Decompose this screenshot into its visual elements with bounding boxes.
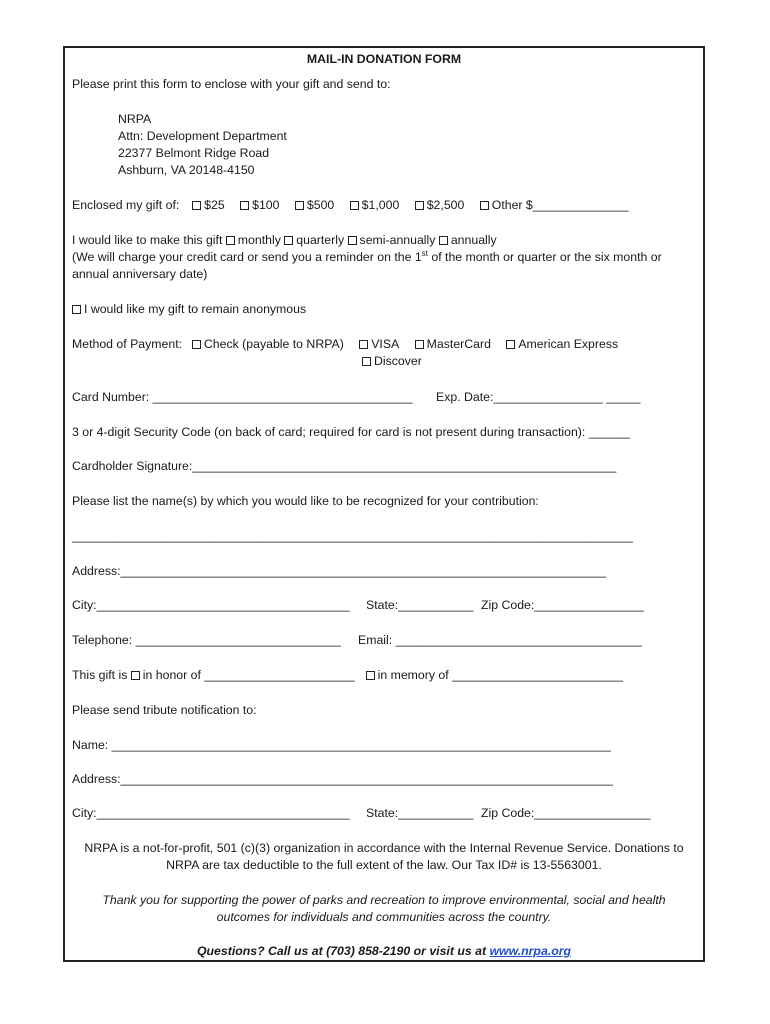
- payment-discover-label: Discover: [374, 354, 422, 368]
- anonymous-row: [72, 302, 306, 317]
- memory-field[interactable]: in memory of _________________________: [377, 668, 624, 682]
- signature-field[interactable]: Cardholder Signature:______________________________________________________________: [72, 459, 617, 473]
- frequency-quarterly-checkbox[interactable]: [284, 236, 293, 245]
- gift-100-checkbox[interactable]: [240, 201, 249, 210]
- thanks-line2: outcomes for individuals and communities across the country.: [216, 910, 552, 924]
- tribute-address-field[interactable]: Address:________________________________________________________________________: [72, 772, 613, 786]
- tribute-row: [72, 668, 623, 683]
- address-street: 22377 Belmont Ridge Road: [118, 146, 270, 160]
- address-field[interactable]: Address:_______________________________________________________________________: [72, 564, 607, 578]
- frequency-quarterly-label: quarterly: [296, 233, 345, 247]
- tribute-prefix: This gift is: [72, 668, 128, 682]
- frequency-label: I would like to make this gift: [72, 233, 223, 247]
- address-org: NRPA: [118, 112, 152, 126]
- gift-other-checkbox[interactable]: [480, 201, 489, 210]
- payment-label: Method of Payment:: [72, 337, 183, 351]
- thanks-line1: Thank you for supporting the power of parks and recreation to improve environmental, social and health: [102, 893, 666, 907]
- frequency-annual-checkbox[interactable]: [439, 236, 448, 245]
- tribute-zip-field[interactable]: Zip Code:_________________: [481, 806, 651, 820]
- tribute-name-field[interactable]: Name: _________________________________________________________________________: [72, 738, 611, 752]
- gift-100-label: $100: [252, 198, 280, 212]
- frequency-annual-label: annually: [450, 233, 497, 247]
- gift-1000-label: $1,000: [361, 198, 400, 212]
- exp-date-field[interactable]: Exp. Date:________________ _____: [436, 390, 641, 404]
- card-number-field[interactable]: Card Number: ______________________________________: [72, 390, 413, 404]
- tribute-city-field[interactable]: City:_____________________________________: [72, 806, 350, 820]
- frequency-note: (We will charge your credit card or send you a reminder on the 1st of the month or quarter or the six month or: [72, 248, 662, 264]
- form-title: MAIL-IN DONATION FORM: [306, 52, 462, 66]
- frequency-semiannual-label: semi-annually: [359, 233, 436, 247]
- payment-discover-row: [362, 354, 422, 369]
- state-field[interactable]: State:___________: [366, 598, 474, 612]
- nonprofit-line2: NRPA are tax deductible to the full extent of the law. Our Tax ID# is 13-5563001.: [166, 858, 602, 872]
- website-link[interactable]: www.nrpa.org: [489, 944, 572, 958]
- address-city: Ashburn, VA 20148-4150: [118, 163, 255, 177]
- recognize-prompt: Please list the name(s) by which you would like to be recognized for your contribution:: [72, 494, 539, 508]
- gift-other-field[interactable]: Other $______________: [491, 198, 629, 212]
- payment-visa-label: VISA: [371, 337, 400, 351]
- payment-check-checkbox[interactable]: [192, 340, 201, 349]
- frequency-note-line2: annual anniversary date): [72, 267, 208, 281]
- security-code-field[interactable]: 3 or 4-digit Security Code (on back of card; required for card is not present during transaction): ______: [72, 425, 630, 439]
- payment-visa-checkbox[interactable]: [359, 340, 368, 349]
- payment-amex-label: American Express: [518, 337, 619, 351]
- gift-2500-label: $2,500: [426, 198, 465, 212]
- frequency-monthly-checkbox[interactable]: [226, 236, 235, 245]
- tribute-state-field[interactable]: State:___________: [366, 806, 474, 820]
- address-attn: Attn: Development Department: [118, 129, 287, 143]
- payment-amex-checkbox[interactable]: [506, 340, 515, 349]
- questions-line: [63, 944, 705, 959]
- gift-500-label: $500: [306, 198, 335, 212]
- anonymous-checkbox[interactable]: [72, 305, 81, 314]
- gift-25-label: $25: [204, 198, 225, 212]
- telephone-field[interactable]: Telephone: ______________________________: [72, 633, 341, 647]
- zip-field[interactable]: Zip Code:________________: [481, 598, 644, 612]
- gift-2500-checkbox[interactable]: [415, 201, 424, 210]
- frequency-row: [72, 233, 497, 248]
- gift-1000-checkbox[interactable]: [350, 201, 359, 210]
- recognize-name-field[interactable]: __________________________________________________________________________________: [72, 529, 633, 543]
- intro-text: Please print this form to enclose with your gift and send to:: [72, 77, 391, 91]
- email-field[interactable]: Email: ____________________________________: [358, 633, 642, 647]
- honor-checkbox[interactable]: [131, 671, 140, 680]
- frequency-monthly-label: monthly: [237, 233, 281, 247]
- gift-row: [72, 198, 629, 213]
- frequency-semiannual-checkbox[interactable]: [348, 236, 357, 245]
- honor-field[interactable]: in honor of ______________________: [142, 668, 355, 682]
- gift-label: Enclosed my gift of:: [72, 198, 180, 212]
- payment-mastercard-checkbox[interactable]: [415, 340, 424, 349]
- tribute-prompt: Please send tribute notification to:: [72, 703, 257, 717]
- payment-discover-checkbox[interactable]: [362, 357, 371, 366]
- questions-text: Questions? Call us at (703) 858-2190 or visit us at: [196, 944, 490, 958]
- payment-mastercard-label: MasterCard: [426, 337, 491, 351]
- city-field[interactable]: City:_____________________________________: [72, 598, 350, 612]
- anonymous-label: I would like my gift to remain anonymous: [84, 302, 307, 316]
- nonprofit-line1: NRPA is a not-for-profit, 501 (c)(3) organization in accordance with the Internal Revenue Service. Donations to: [84, 841, 684, 855]
- gift-25-checkbox[interactable]: [192, 201, 201, 210]
- payment-check-label: Check (payable to NRPA): [203, 337, 344, 351]
- gift-500-checkbox[interactable]: [295, 201, 304, 210]
- memory-checkbox[interactable]: [366, 671, 375, 680]
- payment-row: [72, 337, 618, 352]
